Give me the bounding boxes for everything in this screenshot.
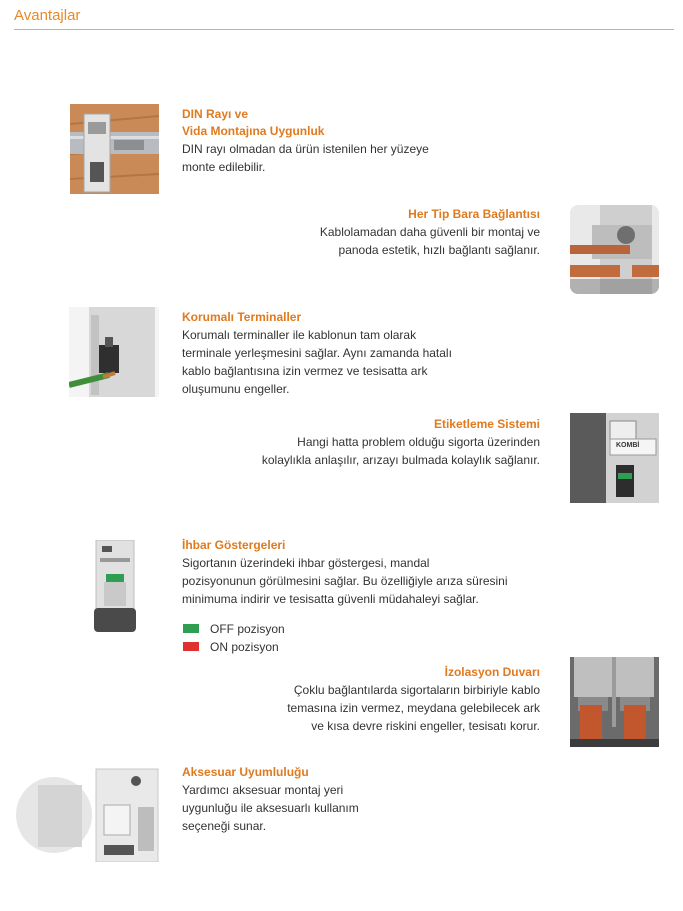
off-swatch: [183, 624, 199, 633]
feature-body: Kablolamadan daha güvenli bir montaj ve: [319, 225, 540, 239]
header-divider: [14, 29, 674, 30]
feature-labeling: [200, 416, 540, 469]
feature-title: Her Tip Bara Bağlantısı: [408, 207, 540, 221]
feature-body: uygunluğu ile aksesuarlı kullanım: [182, 801, 359, 815]
legend-label: OFF pozisyon: [210, 622, 285, 636]
feature-body: Hangi hatta problem olduğu sigorta üzerinden: [297, 435, 540, 449]
feature-body: Korumalı terminaller ile kablonun tam olarak: [182, 328, 417, 342]
position-legend: [183, 621, 285, 655]
on-swatch: [183, 642, 199, 651]
feature-title: Vida Montajına Uygunluk: [182, 124, 325, 138]
feature-body: minimuma indirir ve tesisatta güvenli müdahaleyi sağlar.: [182, 592, 479, 606]
feature-title: DIN Rayı ve: [182, 107, 249, 121]
feature-title: İzolasyon Duvarı: [444, 665, 540, 679]
din-rail-mount-photo: [70, 104, 159, 194]
feature-body: terminale yerleşmesini sağlar. Aynı zamanda hatalı: [182, 346, 452, 360]
feature-title: Aksesuar Uyumluluğu: [182, 765, 309, 779]
feature-busbar: [240, 206, 540, 259]
feature-body: DIN rayı olmadan da ürün istenilen her yüzeye: [182, 142, 429, 156]
feature-body: pozisyonunun görülmesini sağlar. Bu özelliğiyle arıza süresini: [182, 574, 508, 588]
feature-body: oluşumunu engeller.: [182, 382, 290, 396]
feature-body: temasına izin vermez, meydana gelebilecek ark: [287, 701, 540, 715]
legend-item-on: [183, 639, 285, 655]
labeling-system-photo: [570, 413, 659, 503]
feature-indicators: [182, 537, 542, 608]
feature-accessory: [182, 764, 442, 835]
accessory-photo: [12, 767, 160, 862]
feature-body: panoda estetik, hızlı bağlantı sağlanır.: [338, 243, 540, 257]
feature-protected-terminals: [182, 309, 502, 398]
label-tag-text: KOMBİ: [616, 442, 640, 449]
legend-label: ON pozisyon: [210, 640, 279, 654]
feature-body: monte edilebilir.: [182, 160, 266, 174]
feature-isolation-wall: [200, 664, 540, 735]
feature-body: kolaylıkla anlaşılır, arızayı bulmada kolaylık sağlanır.: [261, 453, 540, 467]
feature-title: İhbar Göstergeleri: [182, 538, 286, 552]
feature-body: kablo bağlantısına izin vermez ve tesisatta ark: [182, 364, 428, 378]
page-title: Avantajlar: [14, 7, 81, 24]
legend-item-off: [183, 621, 285, 637]
busbar-connection-photo: [570, 205, 659, 294]
protected-terminal-photo: [69, 307, 159, 397]
feature-din-rail: [182, 106, 482, 176]
isolation-wall-photo: [570, 657, 659, 747]
feature-body: Yardımcı aksesuar montaj yeri: [182, 783, 344, 797]
indicator-breaker-photo: [92, 540, 138, 632]
feature-title: Korumalı Terminaller: [182, 310, 302, 324]
feature-body: seçeneği sunar.: [182, 819, 267, 833]
feature-body: ve kısa devre riskini engeller, tesisatı korur.: [311, 719, 540, 733]
feature-body: Çoklu bağlantılarda sigortaların birbiriyle kablo: [293, 683, 540, 697]
feature-body: Sigortanın üzerindeki ihbar göstergesi, mandal: [182, 556, 430, 570]
feature-title: Etiketleme Sistemi: [433, 417, 540, 431]
